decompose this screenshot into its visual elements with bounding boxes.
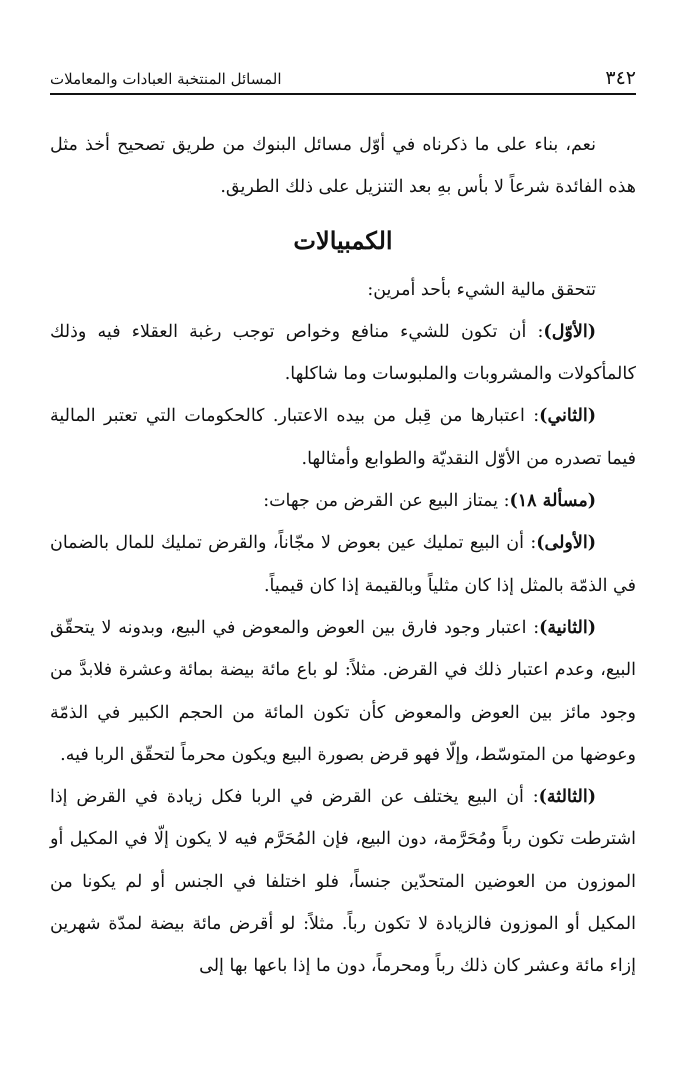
body-text	[50, 124, 636, 988]
paragraph-second	[50, 395, 636, 480]
paragraph-intro-text: نعم، بناء على ما ذكرناه في أوّل مسائل البنوك من طريق تصحيح أخذ مثل هذه الفائدة شرعاً لا بأس بهِ بعد التنزيل على ذلك الطريق.	[50, 135, 636, 198]
page-number: ٣٤٢	[605, 67, 636, 89]
term-aspect-1: (الأولى)	[536, 533, 596, 554]
paragraph-aspect-1	[50, 522, 636, 607]
paragraph-intro	[50, 124, 636, 209]
section-heading: الكمبيالات	[293, 225, 393, 255]
paragraph-aspect-3	[50, 776, 636, 987]
paragraph-aspect-1-text: : أن البيع تمليك عين بعوض لا مجّاناً، والقرض تمليك للمال بالضمان في الذمّة بالمثل إذا كان مثلياً وبالقيمة إذا كان قيمياً.	[50, 533, 636, 596]
term-first: (الأوّل)	[543, 321, 596, 342]
paragraph-aspect-2	[50, 607, 636, 776]
header-divider	[50, 93, 636, 95]
term-aspect-2: (الثانية)	[539, 617, 596, 638]
paragraph-issue-18-text: : يمتاز البيع عن القرض من جهات:	[263, 491, 510, 512]
paragraph-two-matters-text: تتحقق مالية الشيء بأحد أمرين:	[367, 279, 596, 300]
paragraph-second-text: : اعتبارها من قِبل من بيده الاعتبار. كالحكومات التي تعتبر المالية فيما تصدره من الأوّل النقديّة والطوابع وأمثالها.	[50, 406, 636, 469]
running-header	[50, 66, 636, 92]
paragraph-aspect-3-text: : أن البيع يختلف عن القرض في الربا فكل زيادة في القرض إذا اشترطت تكون رباً ومُحَرَّمة، دون البيع، فإن المُحَرَّم فيه لا يكون إلّا في المكيل أو الموزون من العوضين المتحدّين جنساً، فلو اختلفا في الجنس أو لم يكونا من المكيل أو الموزون فالزيادة لا تكون رباً. مثلاً: لو أقرض مائة بيضة لمدّة شهرين إزاء مائة وعشر كان ذلك رباً ومحرماً، دون ما إذا باعها بها إلى	[50, 787, 636, 977]
paragraph-two-matters	[50, 269, 636, 311]
paragraph-issue-18	[50, 480, 636, 522]
term-aspect-3: (الثالثة)	[538, 787, 596, 808]
paragraph-first-text: : أن تكون للشيء منافع وخواص توجب رغبة العقلاء فيه وذلك كالمأكولات والمشروبات والملبوسات وما شاكلها.	[50, 321, 636, 385]
paragraph-aspect-2-text: : اعتبار وجود فارق بين العوض والمعوض في البيع، وبدونه لا يتحقّق البيع، وعدم اعتبار ذلك في القرض. مثلاً: لو باع مائة بيضة بمائة وعشرة فلابدَّ من وجود مائز بين العوض والمعوض كأن تكون المائة من الحجم الكبير في الذمّة وعوضها من المتوسّط، وإلّا فهو قرض بصورة البيع ويكون محرماً لتحقّق الربا فيه.	[50, 617, 636, 765]
term-issue-18: (مسألة ١٨)	[509, 491, 596, 512]
term-second: (الثاني)	[539, 406, 596, 427]
header-title: المسائل المنتخبة العبادات والمعاملات	[50, 70, 282, 88]
paragraph-first	[50, 311, 636, 396]
